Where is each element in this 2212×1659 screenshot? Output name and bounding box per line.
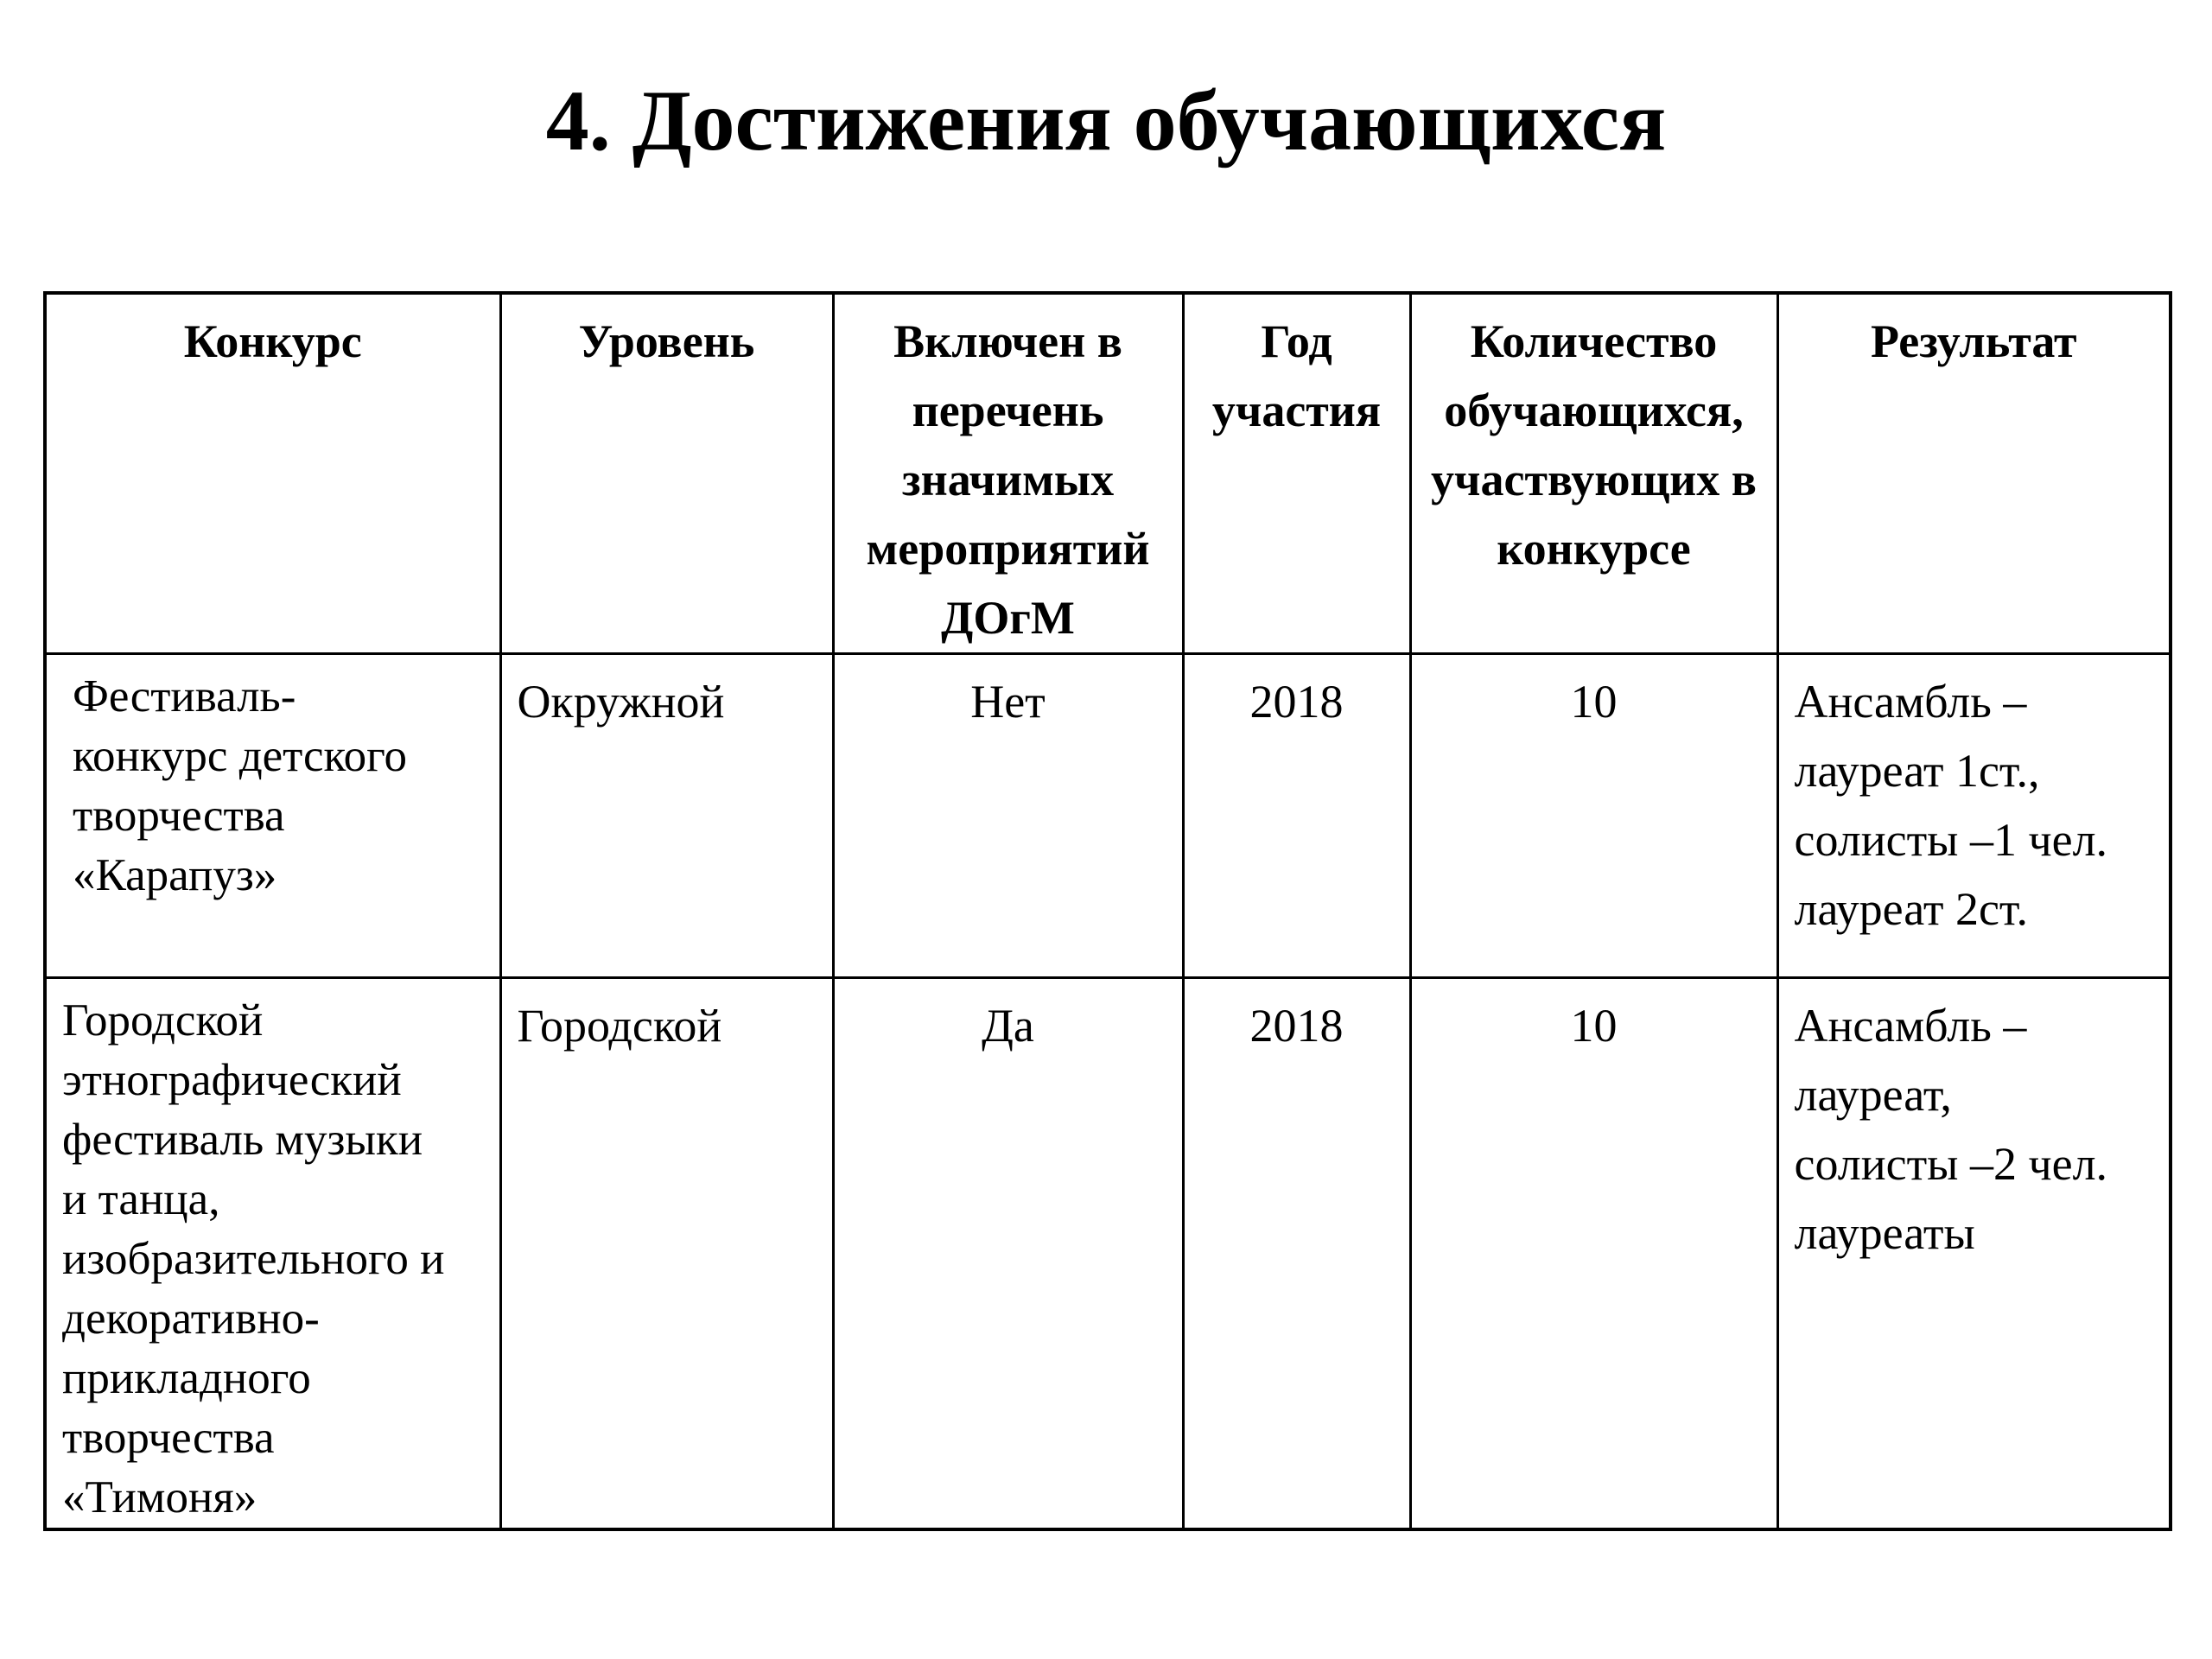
cell-level-text: Окружной (517, 676, 725, 728)
cell-result-text: Ансамбль – лауреат, солисты –2 чел. лауреаты (1794, 1000, 2108, 1259)
cell-year-text: 2018 (1249, 1000, 1344, 1052)
cell-level (500, 654, 833, 978)
table-row (45, 978, 2171, 1530)
cell-result (1777, 978, 2171, 1530)
cell-count (1410, 654, 1777, 978)
achievements-table (43, 291, 2172, 1531)
cell-count-text: 10 (1570, 1000, 1618, 1052)
header-year: Год участия (1183, 293, 1410, 654)
page-title: 4. Достижения обучающихся (545, 73, 1667, 168)
cell-result-text: Ансамбль – лауреат 1ст., солисты –1 чел. лауреат 2ст. (1794, 676, 2108, 935)
cell-included (833, 978, 1183, 1530)
header-contest: Конкурс (45, 293, 500, 654)
cell-included-text: Да (982, 1000, 1034, 1052)
cell-year (1183, 654, 1410, 978)
cell-count-text: 10 (1570, 676, 1618, 728)
cell-contest-text: Фестиваль- конкурс детского творчества «Карапуз» (73, 671, 407, 900)
cell-contest (45, 978, 500, 1530)
cell-level (500, 978, 833, 1530)
cell-level-text: Городской (517, 1000, 722, 1052)
cell-included (833, 654, 1183, 978)
header-count: Количество обучающихся, участвующих в конкурсе (1410, 293, 1777, 654)
cell-year-text: 2018 (1249, 676, 1344, 728)
cell-contest (45, 654, 500, 978)
cell-result (1777, 654, 2171, 978)
table-row (45, 654, 2171, 978)
header-result: Результат (1777, 293, 2171, 654)
cell-included-text: Нет (970, 676, 1046, 728)
table-header-row (45, 293, 2171, 654)
header-level: Уровень (500, 293, 833, 654)
header-included: Включен в перечень значимых мероприятий ДОгМ (833, 293, 1183, 654)
cell-year (1183, 978, 1410, 1530)
cell-contest-text: Городской этнографический фестиваль музыки и танца, изобразительного и декоративно- прикладного творчества «Тимоня» (62, 995, 445, 1522)
cell-count (1410, 978, 1777, 1530)
